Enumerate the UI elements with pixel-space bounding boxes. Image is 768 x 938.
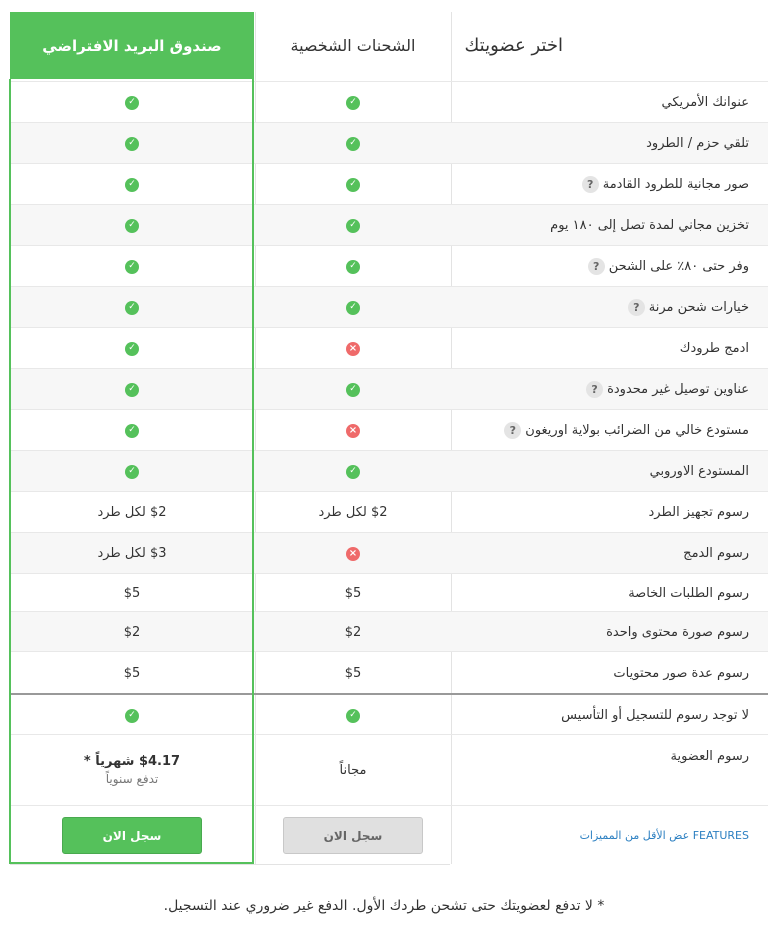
main-check-icon: ✓: [125, 424, 139, 438]
feature-label-wrap: [452, 341, 768, 356]
show-less-features-link[interactable]: عض الأقل من المميزات FEATURES: [579, 829, 749, 842]
main-value: $2: [123, 624, 141, 640]
personal-check-icon: ✓: [346, 709, 360, 723]
feature-label-wrap: [452, 546, 768, 561]
personal-check-icon: ✓: [346, 96, 360, 110]
main-value: $5: [123, 585, 141, 601]
signup-personal-button[interactable]: سجل الان: [283, 817, 423, 854]
feature-label: رسوم صورة محتوى واحدة: [606, 624, 749, 640]
personal-check-icon: ✓: [346, 137, 360, 151]
feature-row: [10, 651, 768, 694]
feature-personal-cell: [256, 328, 450, 369]
feature-main-cell: [10, 82, 254, 123]
main-check-icon: ✓: [125, 96, 139, 110]
feature-personal-cell: [256, 492, 450, 533]
feature-row: [10, 450, 768, 492]
feature-label-wrap: [452, 258, 768, 275]
feature-label: ادمج طرودك: [679, 341, 749, 356]
feature-label: رسوم تجهيز الطرد: [648, 505, 749, 520]
action-main-cell: [10, 806, 254, 865]
personal-value: $5: [344, 665, 362, 681]
personal-check-icon: ✓: [346, 383, 360, 397]
personal-check-icon: ✓: [346, 301, 360, 315]
main-check-icon: ✓: [125, 178, 139, 192]
feature-main-cell: [10, 205, 254, 246]
feature-label: تخزين مجاني لمدة تصل إلى ١٨٠ يوم: [550, 218, 749, 233]
membership-fee-main: [10, 735, 254, 805]
feature-main-cell: [10, 123, 254, 164]
feature-main-cell: [10, 287, 254, 328]
feature-personal-cell: [256, 612, 450, 652]
feature-label-wrap: [452, 708, 768, 723]
feature-row: [10, 491, 768, 533]
feature-label-wrap: [452, 299, 768, 316]
header-personal-shipments: [256, 12, 450, 79]
feature-label-wrap: [452, 381, 768, 398]
header-choose-membership-label: اختر عضويتك: [464, 35, 563, 56]
signup-virtual-mailbox-button[interactable]: سجل الان: [62, 817, 202, 854]
feature-personal-cell: [256, 652, 450, 694]
feature-label-wrap: [452, 176, 768, 193]
header-personal-shipments-label: الشحنات الشخصية: [290, 36, 416, 55]
feature-label-wrap: [452, 464, 768, 479]
feature-personal-cell: [256, 164, 450, 205]
feature-label: رسوم الدمج: [683, 546, 749, 561]
help-icon[interactable]: ?: [628, 299, 645, 316]
membership-personal-price: مجاناً: [339, 762, 367, 778]
personal-check-icon: ✓: [346, 260, 360, 274]
table-bottom-border: [10, 864, 450, 865]
feature-row: [10, 611, 768, 652]
personal-check-icon: ✓: [346, 465, 360, 479]
feature-main-cell: [10, 369, 254, 410]
action-link-cell: [452, 806, 768, 865]
feature-label-cell: [452, 164, 768, 205]
feature-label: مستودع خالي من الضرائب بولاية اوريغون: [525, 423, 749, 438]
help-icon[interactable]: ?: [504, 422, 521, 439]
feature-row: [10, 327, 768, 369]
feature-label-wrap: [452, 218, 768, 233]
feature-label-wrap: [452, 666, 768, 681]
feature-label: رسوم الطلبات الخاصة: [628, 585, 749, 601]
feature-label: وفر حتى ٨٠٪ على الشحن: [608, 259, 749, 274]
feature-label-cell: [452, 287, 768, 328]
action-personal-cell: [256, 806, 450, 865]
main-check-icon: ✓: [125, 301, 139, 315]
feature-label-cell: [452, 492, 768, 533]
feature-label-cell: [452, 410, 768, 451]
feature-personal-cell: [256, 82, 450, 123]
feature-label-cell: [452, 695, 768, 736]
feature-main-cell: [10, 652, 254, 694]
membership-fee-row: [10, 734, 768, 805]
feature-row: [10, 163, 768, 205]
feature-label-wrap: [452, 505, 768, 520]
feature-personal-cell: [256, 246, 450, 287]
membership-main-note: تدفع سنوياً: [105, 772, 159, 786]
feature-label: عناوين توصيل غير محدودة: [607, 382, 749, 397]
feature-personal-cell: [256, 287, 450, 328]
personal-cross-icon: ×: [346, 342, 360, 356]
membership-fee-personal: [256, 735, 450, 805]
feature-label-wrap: [452, 422, 768, 439]
feature-label-cell: [452, 612, 768, 652]
header-choose-membership: [452, 12, 768, 79]
main-check-icon: ✓: [125, 219, 139, 233]
feature-personal-cell: [256, 410, 450, 451]
feature-row: [10, 693, 768, 736]
footnote: * لا تدفع لعضويتك حتى تشحن طردك الأول. الدفع غير ضروري عند التسجيل.: [163, 898, 605, 914]
personal-cross-icon: ×: [346, 547, 360, 561]
personal-check-icon: ✓: [346, 219, 360, 233]
personal-check-icon: ✓: [346, 178, 360, 192]
feature-row: [10, 286, 768, 328]
membership-fee-label-cell: [452, 735, 768, 805]
feature-row: [10, 573, 768, 612]
feature-label: المستودع الاوروبي: [649, 464, 749, 479]
feature-label-cell: [452, 574, 768, 612]
feature-label-cell: [452, 451, 768, 492]
feature-main-cell: [10, 695, 254, 736]
feature-label-wrap: [452, 625, 768, 640]
feature-row: [10, 122, 768, 164]
feature-row: [10, 409, 768, 451]
feature-personal-cell: [256, 533, 450, 574]
feature-label-wrap: [452, 586, 768, 601]
feature-personal-cell: [256, 574, 450, 612]
feature-label: تلقي حزم / الطرود: [646, 136, 749, 151]
feature-main-cell: [10, 410, 254, 451]
feature-row: [10, 204, 768, 246]
feature-main-cell: [10, 246, 254, 287]
personal-value: $5: [344, 585, 362, 601]
feature-label-cell: [452, 328, 768, 369]
membership-fee-label: رسوم العضوية: [670, 749, 749, 764]
help-icon[interactable]: ?: [586, 381, 603, 398]
main-check-icon: ✓: [125, 342, 139, 356]
feature-label-cell: [452, 652, 768, 694]
action-row: [10, 805, 768, 865]
main-check-icon: ✓: [125, 383, 139, 397]
main-check-icon: ✓: [125, 709, 139, 723]
feature-main-cell: [10, 574, 254, 612]
help-icon[interactable]: ?: [588, 258, 605, 275]
feature-label: صور مجانية للطرود القادمة: [602, 177, 749, 192]
feature-label-cell: [452, 369, 768, 410]
feature-label-cell: [452, 82, 768, 123]
feature-main-cell: [10, 612, 254, 652]
feature-label: عنوانك الأمريكي: [661, 95, 749, 110]
feature-main-cell: [10, 328, 254, 369]
feature-main-cell: [10, 492, 254, 533]
feature-personal-cell: [256, 205, 450, 246]
personal-cross-icon: ×: [346, 424, 360, 438]
main-check-icon: ✓: [125, 260, 139, 274]
main-value: $2 لكل طرد: [97, 505, 167, 520]
main-check-icon: ✓: [125, 137, 139, 151]
feature-label-cell: [452, 123, 768, 164]
main-value: $3 لكل طرد: [97, 546, 167, 561]
feature-row: [10, 532, 768, 574]
feature-label-cell: [452, 205, 768, 246]
feature-main-cell: [10, 533, 254, 574]
personal-value: $2: [344, 624, 362, 640]
feature-label-wrap: [452, 95, 768, 110]
feature-main-cell: [10, 451, 254, 492]
feature-row: [10, 368, 768, 410]
feature-label: رسوم عدة صور محتويات: [613, 665, 749, 681]
feature-label: لا توجد رسوم للتسجيل أو التأسيس: [561, 708, 749, 723]
feature-label-cell: [452, 246, 768, 287]
feature-label-cell: [452, 533, 768, 574]
feature-personal-cell: [256, 123, 450, 164]
feature-main-cell: [10, 164, 254, 205]
main-value: $5: [123, 665, 141, 681]
feature-personal-cell: [256, 369, 450, 410]
help-icon[interactable]: ?: [582, 176, 599, 193]
feature-personal-cell: [256, 695, 450, 736]
feature-label: خيارات شحن مرنة: [648, 300, 749, 315]
header-virtual-mailbox-label: صندوق البريد الافتراضي: [42, 36, 222, 55]
feature-row: [10, 81, 768, 123]
feature-row: [10, 245, 768, 287]
feature-personal-cell: [256, 451, 450, 492]
feature-label-wrap: [452, 136, 768, 151]
personal-value: $2 لكل طرد: [318, 505, 388, 520]
main-check-icon: ✓: [125, 465, 139, 479]
header-virtual-mailbox: [10, 12, 254, 79]
membership-main-price: $4.17 شهرياً *: [83, 754, 181, 769]
